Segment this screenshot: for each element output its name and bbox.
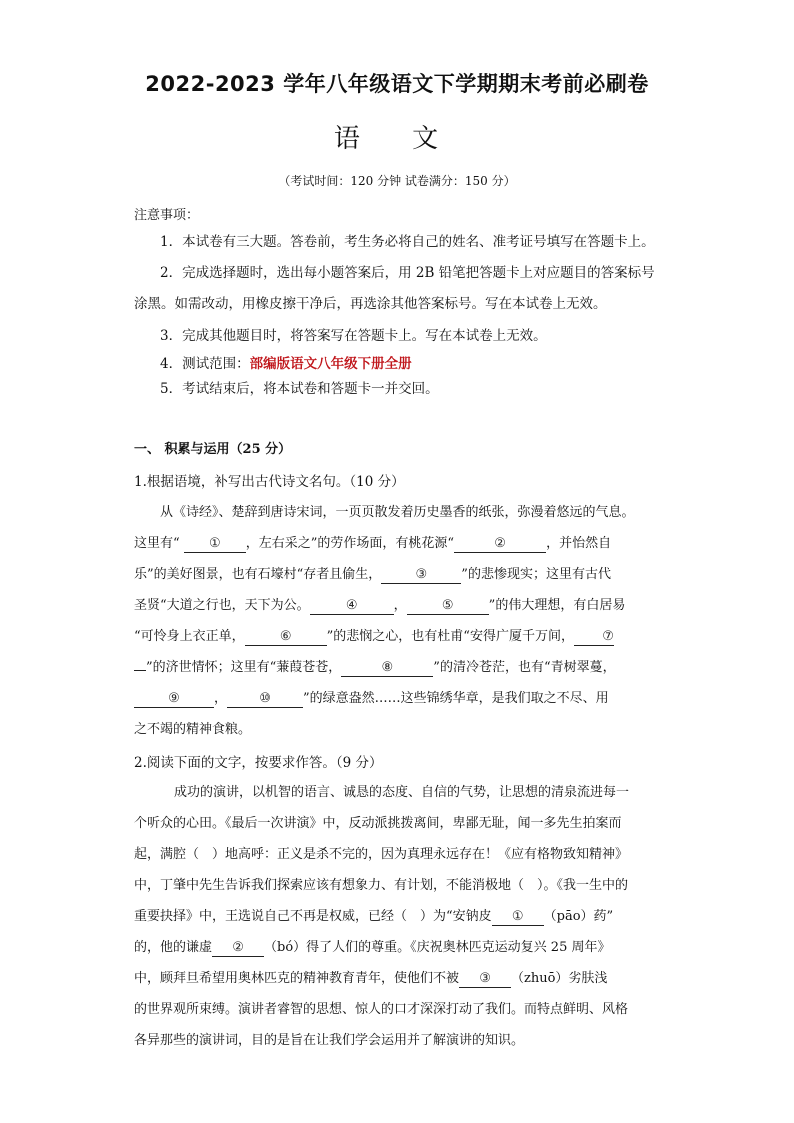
passage-line: 各异那些的演讲词，目的是旨在让我们学会运用并了解演讲的知识。	[134, 1033, 525, 1048]
pinyin-blank-2[interactable]: ②	[212, 939, 264, 957]
pinyin-blank-3[interactable]: ③	[459, 970, 511, 988]
pinyin-blank-1[interactable]: ①	[492, 908, 544, 926]
notice-rule-3: 3．完成其他题目时，将答案写在答题卡上。写在本试卷上无效。	[160, 328, 547, 344]
exam-info: （考试时间：120 分钟 试卷满分：150 分）	[278, 174, 516, 188]
answer-blank-3[interactable]: ③	[381, 566, 461, 584]
answer-blank-2[interactable]: ②	[454, 535, 546, 553]
notice-rule-2-cont: 涂黑。如需改动，用橡皮擦干净后，再选涂其他答案标号。写在本试卷上无效。	[134, 296, 607, 312]
passage-line: 成功的演讲，以机智的语言、诚恳的态度、自信的气势，让思想的清泉流进每一	[174, 785, 630, 800]
passage-line: 的世界观所束缚。演讲者睿智的思想、惊人的口才深深打动了我们。而特点鲜明、风格	[134, 1002, 629, 1017]
passage-line: ⑨ ， ⑩ ”的绿意盎然……这些锦绣华章，是我们取之不尽、用	[134, 683, 660, 714]
notice-rule-2: 2．完成选择题时，选出每小题答案后，用 2B 铅笔把答题卡上对应题目的答案标号	[160, 265, 655, 281]
passage-line: 乐”的美好图景，也有石壕村“存者且偷生， ③ ”的悲惨现实；这里有古代	[134, 567, 611, 582]
passage-line: 圣贤“大道之行也，天下为公。 ④ ， ⑤ ”的伟大理想，有白居易	[134, 598, 626, 613]
question-2-passage	[134, 777, 660, 1056]
passage-line: 的，他的谦虚 ② （bó）得了人们的尊重。《庆祝奥林匹克运动复兴 25 周年》	[134, 940, 611, 955]
answer-blank-4[interactable]: ④	[310, 597, 394, 615]
notice-rule-1: 1．本试卷有三大题。答卷前，考生务必将自己的姓名、准考证号填写在答题卡上。	[160, 234, 655, 250]
answer-blank-7[interactable]: ⑦	[574, 628, 614, 646]
question-1-passage	[134, 497, 660, 745]
question-2-heading: 2.阅读下面的文字，按要求作答。（9 分）	[134, 755, 383, 771]
answer-blank-6[interactable]: ⑥	[245, 628, 327, 646]
subject-heading: 语 文	[333, 124, 461, 154]
test-scope: 部编版语文八年级下册全册	[249, 356, 412, 372]
page-title: 2022-2023 学年八年级语文下学期期末考前必刷卷	[145, 72, 649, 96]
passage-line: ”的济世情怀；这里有“蒹葭苍苍， ⑧ ”的清冷苍茫，也有“青树翠蔓，	[134, 652, 660, 683]
answer-blank-5[interactable]: ⑤	[407, 597, 489, 615]
answer-blank-9[interactable]: ⑨	[134, 690, 214, 708]
passage-line: 之不竭的精神食粮。	[134, 722, 252, 737]
question-1-heading: 1.根据语境，补写出古代诗文名句。（10 分）	[134, 474, 405, 490]
passage-line: 个听众的心田。《最后一次讲演》中，反动派挑拨离间，卑鄙无耻，闻一多先生拍案而	[134, 816, 622, 831]
passage-line: 这里有“ ① ，左右采之”的劳作场面，有桃花源“ ② ，并怡然自	[134, 536, 612, 551]
notice-heading: 注意事项：	[134, 208, 200, 223]
passage-line: 起，满腔（ ）地高呼：正义是杀不完的，因为真理永远存在！《应有格物致知精神》	[134, 847, 629, 862]
notice-rule-4-label: 4．测试范围：	[160, 356, 250, 372]
passage-line: 从《诗经》、楚辞到唐诗宋词，一页页散发着历史墨香的纸张，弥漫着悠远的气息。	[160, 505, 635, 520]
passage-line: 重要抉择》中，王选说自己不再是权威，已经（ ）为“安钠皮 ① （pāo）药”	[134, 909, 614, 924]
answer-blank-10[interactable]: ⑩	[227, 690, 303, 708]
answer-blank-7-cont[interactable]	[134, 670, 146, 671]
answer-blank-1[interactable]: ①	[184, 535, 246, 553]
passage-line: 中，丁肇中先生告诉我们探索应该有想象力、有计划，不能消极地（ ）。《我一生中的	[134, 878, 629, 893]
answer-blank-8[interactable]: ⑧	[341, 659, 433, 677]
passage-line: 中，顾拜旦希望用奥林匹克的精神教育青年，使他们不被 ③ （zhuō）劣肤浅	[134, 971, 608, 986]
passage-line: “可怜身上衣正单， ⑥ ”的悲悯之心，也有杜甫“安得广厦千万间， ⑦	[134, 629, 614, 644]
notice-rule-5: 5．考试结束后，将本试卷和答题卡一并交回。	[160, 381, 439, 397]
section-heading: 一、 积累与运用（25 分）	[134, 442, 292, 457]
